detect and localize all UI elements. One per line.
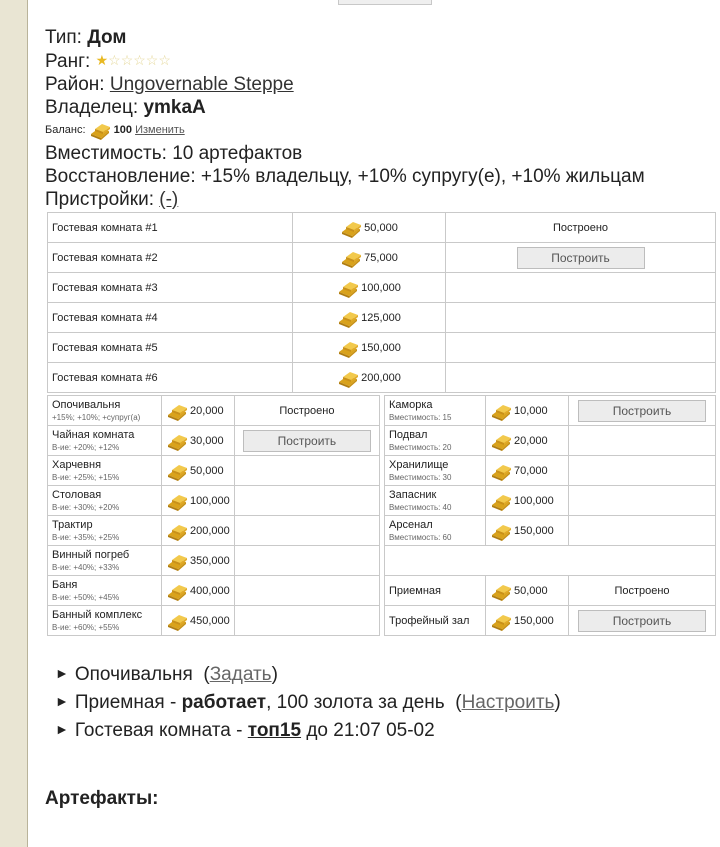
table-row [48, 426, 380, 456]
price-value: 200,000 [190, 524, 230, 537]
room-name-text: Каморка [389, 398, 433, 411]
room-name [385, 606, 486, 636]
room-name [48, 426, 162, 456]
price-value: 150,000 [361, 341, 401, 354]
rank-line [45, 49, 715, 73]
build-button[interactable]: Построить [578, 610, 706, 632]
room-name-text: Опочивальня [52, 398, 121, 411]
gold-icon [337, 310, 359, 326]
gold-icon [166, 493, 188, 509]
room-price [293, 273, 446, 303]
room-status [446, 303, 716, 333]
table-row [48, 546, 380, 576]
room-status [234, 426, 379, 456]
list-item-text: Приемная - [74, 692, 182, 713]
room-status [569, 516, 716, 546]
room-name-text: Гостевая комната #6 [52, 371, 158, 384]
room-bonus: Вместимость: 20 [389, 442, 452, 452]
price-value: 50,000 [190, 464, 224, 477]
status-working: работает [181, 692, 267, 713]
balance-value: 100 [113, 124, 132, 136]
status-built: Построено [279, 404, 335, 417]
price-value: 100,000 [514, 494, 554, 507]
room-name-text: Подвал [389, 428, 428, 441]
build-button[interactable]: Построить [578, 400, 706, 422]
gold-icon [337, 370, 359, 386]
room-status [569, 576, 716, 606]
room-status [569, 606, 716, 636]
price-value: 20,000 [190, 404, 224, 417]
build-button[interactable]: Построить [243, 430, 371, 452]
room-name [48, 576, 162, 606]
status-built: Построено [614, 584, 670, 597]
room-price [486, 516, 569, 546]
list-item-rest: до 21:07 05-02 [301, 720, 435, 741]
room-status [446, 243, 716, 273]
addons-toggle[interactable]: (-) [159, 189, 179, 211]
room-price [162, 486, 235, 516]
room-price [486, 456, 569, 486]
table-row [385, 456, 716, 486]
room-price [162, 426, 235, 456]
type-line [45, 26, 715, 49]
room-bonus: В-ие: +50%; +45% [52, 592, 120, 602]
district-label: Район: [45, 74, 105, 95]
arrow-icon: ► [55, 693, 69, 709]
room-name [385, 486, 486, 516]
capacity-line: Вместимость: 10 артефактов [45, 143, 303, 165]
room-name [48, 396, 162, 426]
gold-icon [490, 403, 512, 419]
room-name-text: Арсенал [389, 518, 433, 531]
top15-link[interactable]: топ15 [247, 720, 302, 741]
room-name-text: Харчевня [52, 458, 102, 471]
addons-line [45, 188, 715, 211]
gold-icon [166, 463, 188, 479]
room-bonus: Вместимость: 60 [389, 532, 452, 542]
room-status [234, 606, 379, 636]
district-line [45, 73, 715, 96]
room-status [234, 546, 379, 576]
gold-icon [166, 613, 188, 629]
room-name-text: Трактир [52, 518, 93, 531]
room-price [162, 546, 235, 576]
room-price [162, 456, 235, 486]
room-price [162, 396, 235, 426]
room-price [486, 396, 569, 426]
table-row [385, 426, 716, 456]
list-item-text: Опочивальня [74, 664, 193, 685]
gold-icon [490, 493, 512, 509]
table-row [385, 516, 716, 546]
room-name [48, 516, 162, 546]
room-name-text: Винный погреб [52, 548, 130, 561]
balance-line [45, 122, 715, 138]
room-bonus: В-ие: +35%; +25% [52, 532, 120, 542]
price-value: 100,000 [361, 281, 401, 294]
type-value: Дом [87, 27, 127, 48]
table-row [48, 363, 716, 393]
table-row [385, 486, 716, 516]
price-value: 400,000 [190, 584, 230, 597]
room-status [569, 426, 716, 456]
room-name-text: Гостевая комната #5 [52, 341, 158, 354]
artifacts-title: Артефакты: [45, 788, 159, 809]
room-name-text: Трофейный зал [389, 614, 470, 627]
room-name [48, 273, 293, 303]
room-name-text: Гостевая комната #2 [52, 251, 158, 264]
table-row [385, 396, 716, 426]
room-price [162, 516, 235, 546]
gold-icon [89, 122, 111, 138]
price-value: 350,000 [190, 554, 230, 567]
room-status [234, 516, 379, 546]
room-price [293, 243, 446, 273]
room-name-text: Хранилище [389, 458, 449, 471]
configure-link[interactable]: Настроить [461, 692, 555, 713]
room-name [48, 363, 293, 393]
room-price [293, 303, 446, 333]
room-name-text: Чайная комната [52, 428, 135, 441]
set-link[interactable]: Задать [209, 664, 272, 685]
arrow-icon: ► [55, 665, 69, 681]
room-name [48, 456, 162, 486]
table-row [48, 486, 380, 516]
room-price [293, 213, 446, 243]
price-value: 70,000 [514, 464, 548, 477]
price-value: 20,000 [514, 434, 548, 447]
list-item [55, 716, 715, 744]
room-name [48, 606, 162, 636]
room-price [162, 606, 235, 636]
owner-line [45, 96, 715, 119]
left-rooms-table [47, 395, 380, 636]
balance-change-link[interactable]: Изменить [135, 124, 185, 136]
room-status [569, 456, 716, 486]
gold-icon [166, 403, 188, 419]
guest-rooms-table [47, 212, 716, 393]
room-bonus: В-ие: +40%; +33% [52, 562, 120, 572]
house-info [45, 26, 715, 211]
owner-value: ymkaA [143, 97, 206, 118]
list-item-text: Гостевая комната - [74, 720, 248, 741]
room-price [486, 426, 569, 456]
room-price [293, 363, 446, 393]
gold-icon [490, 613, 512, 629]
price-value: 30,000 [190, 434, 224, 447]
room-name-text: Гостевая комната #3 [52, 281, 158, 294]
gold-icon [337, 340, 359, 356]
arrow-icon: ► [55, 721, 69, 737]
gold-icon [340, 250, 362, 266]
gold-icon [337, 280, 359, 296]
room-status [234, 486, 379, 516]
price-value: 200,000 [361, 371, 401, 384]
gold-icon [166, 553, 188, 569]
price-value: 450,000 [190, 614, 230, 627]
gold-icon [490, 463, 512, 479]
gold-icon [166, 583, 188, 599]
room-price [486, 486, 569, 516]
price-value: 150,000 [514, 524, 554, 537]
price-value: 50,000 [514, 584, 548, 597]
room-status [446, 213, 716, 243]
room-name [385, 456, 486, 486]
rank-label: Ранг: [45, 51, 91, 72]
right-rooms-table [384, 395, 716, 636]
room-price [486, 576, 569, 606]
room-name [385, 576, 486, 606]
price-value: 125,000 [361, 311, 401, 324]
gold-icon [166, 523, 188, 539]
room-bonus: В-ие: +60%; +55% [52, 622, 120, 632]
room-name [385, 516, 486, 546]
room-name [48, 243, 293, 273]
owner-label: Владелец: [45, 97, 139, 118]
price-value: 150,000 [514, 614, 554, 627]
gold-icon [490, 433, 512, 449]
room-name [48, 333, 293, 363]
price-value: 50,000 [364, 221, 398, 234]
room-name-text: Гостевая комната #1 [52, 221, 158, 234]
price-value: 75,000 [364, 251, 398, 264]
table-row [48, 333, 716, 363]
empty-cell [385, 546, 716, 576]
gold-icon [340, 220, 362, 236]
table-row [385, 606, 716, 636]
room-bonus: В-ие: +20%; +12% [52, 442, 120, 452]
gold-icon [490, 583, 512, 599]
district-link[interactable]: Ungovernable Steppe [109, 74, 294, 95]
room-bonus: +15%; +10%; +супруг(а) [52, 412, 141, 422]
room-status [234, 576, 379, 606]
list-item: ► Приемная - работает, 100 золота за день (Настроить) [55, 692, 561, 713]
room-bonus: Вместимость: 30 [389, 472, 452, 482]
room-name [385, 426, 486, 456]
room-bonus: Вместимость: 15 [389, 412, 452, 422]
room-name-text: Столовая [52, 488, 102, 501]
status-list [55, 660, 715, 744]
room-status [569, 486, 716, 516]
table-row [48, 396, 380, 426]
table-row [48, 243, 716, 273]
room-status [234, 456, 379, 486]
room-name-text: Приемная [389, 584, 441, 597]
price-value: 100,000 [190, 494, 230, 507]
table-row [48, 213, 716, 243]
table-row [48, 273, 716, 303]
room-status [446, 273, 716, 303]
table-row [385, 576, 716, 606]
table-row [48, 606, 380, 636]
table-row [48, 456, 380, 486]
room-status [569, 396, 716, 426]
room-name [48, 213, 293, 243]
room-price [162, 576, 235, 606]
room-price [486, 606, 569, 636]
room-name-text: Запасник [389, 488, 437, 501]
addons-label: Пристройки: [45, 189, 154, 211]
room-status [446, 333, 716, 363]
list-item-rest: , 100 золота за день [266, 692, 445, 713]
price-value: 10,000 [514, 404, 548, 417]
room-name-text: Баня [52, 578, 78, 591]
gold-icon [166, 433, 188, 449]
gold-icon [490, 523, 512, 539]
room-status [446, 363, 716, 393]
room-name-text: Банный комплекс [52, 608, 143, 621]
type-label: Тип: [45, 27, 82, 48]
top-tab[interactable] [338, 0, 432, 5]
room-name [385, 396, 486, 426]
room-name-text: Гостевая комната #4 [52, 311, 158, 324]
list-item: ► Опочивальня (Задать) [55, 664, 278, 685]
room-name [48, 486, 162, 516]
table-row-empty [385, 546, 716, 576]
build-button[interactable]: Построить [517, 247, 645, 269]
room-bonus: В-ие: +30%; +20% [52, 502, 120, 512]
rank-stars-icon: ★☆☆☆☆☆ [95, 52, 171, 68]
table-row [48, 516, 380, 546]
room-name [48, 546, 162, 576]
table-row [48, 303, 716, 333]
table-row [48, 576, 380, 606]
room-name [48, 303, 293, 333]
room-status [234, 396, 379, 426]
room-bonus: Вместимость: 40 [389, 502, 452, 512]
room-bonus: В-ие: +25%; +15% [52, 472, 120, 482]
balance-label: Баланс: [45, 124, 86, 136]
restore-line: Восстановление: +15% владельцу, +10% супругу(е), +10% жильцам [45, 166, 645, 188]
status-built: Построено [552, 221, 609, 234]
room-price [293, 333, 446, 363]
